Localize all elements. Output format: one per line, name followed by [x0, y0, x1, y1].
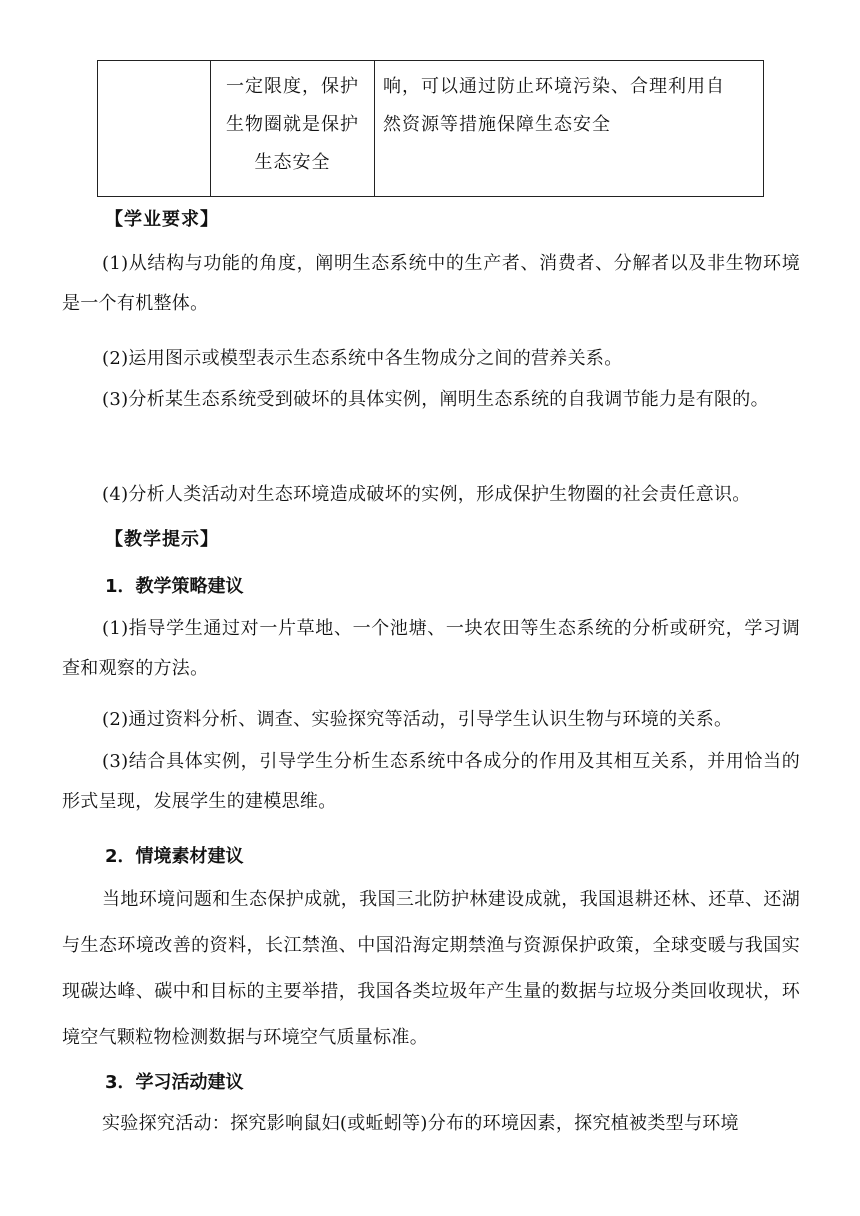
subsection-title-materials: 2．情境素材建议 [105, 846, 244, 867]
materials-paragraph: 当地环境问题和生态保护成就，我国三北防护林建设成就，我国退耕还林、还草、还湖与生态环境改善的资料，长江禁渔、中国沿海定期禁渔与资源保护政策，全球变暖与我国实现碳达峰、碳中和目标的主要举措，我国各类垃圾年产生量的数据与垃圾分类回收现状，环境空气颗粒物检测数据与环境空气质量标准。 [62, 889, 800, 1048]
cell-line: 一定限度，保护 [226, 76, 359, 97]
table-cell-col2 [211, 61, 375, 197]
strategy-item: (1)指导学生通过对一片草地、一个池塘、一块农田等生态系统的分析或研究，学习调查和观察的方法。 [62, 618, 800, 679]
strategy-item: (2)通过资料分析、调查、实验探究等活动，引导学生认识生物与环境的关系。 [102, 709, 733, 730]
table-fragment [97, 60, 764, 197]
section-heading-teaching: 【教学提示】 [105, 529, 219, 550]
table-cell-col3 [375, 61, 764, 197]
requirement-item: (3)分析某生态系统受到破坏的具体实例，阐明生态系统的自我调节能力是有限的。 [102, 389, 769, 410]
cell-line: 生物圈就是保护 [226, 114, 359, 135]
subsection-title-activities: 3．学习活动建议 [105, 1072, 244, 1093]
cell-line: 然资源等措施保障生态安全 [383, 114, 611, 135]
requirement-item: (1)从结构与功能的角度，阐明生态系统中的生产者、消费者、分解者以及非生物环境是一个有机整体。 [62, 253, 800, 314]
cell-line: 响，可以通过防止环境污染、合理利用自 [383, 76, 725, 97]
activities-paragraph: 实验探究活动：探究影响鼠妇(或蚯蚓等)分布的环境因素，探究植被类型与环境 [102, 1113, 739, 1134]
requirement-item: (2)运用图示或模型表示生态系统中各生物成分之间的营养关系。 [102, 348, 623, 369]
cell-line: 生态安全 [254, 152, 331, 173]
section-heading-requirements: 【学业要求】 [105, 209, 219, 230]
requirement-item: (4)分析人类活动对生态环境造成破坏的实例，形成保护生物圈的社会责任意识。 [102, 484, 751, 505]
strategy-item: (3)结合具体实例，引导学生分析生态系统中各成分的作用及其相互关系，并用恰当的形式呈现，发展学生的建模思维。 [62, 751, 800, 812]
table-cell-empty [98, 61, 211, 197]
table-row [98, 61, 764, 197]
subsection-title-strategy: 1．教学策略建议 [105, 576, 244, 597]
